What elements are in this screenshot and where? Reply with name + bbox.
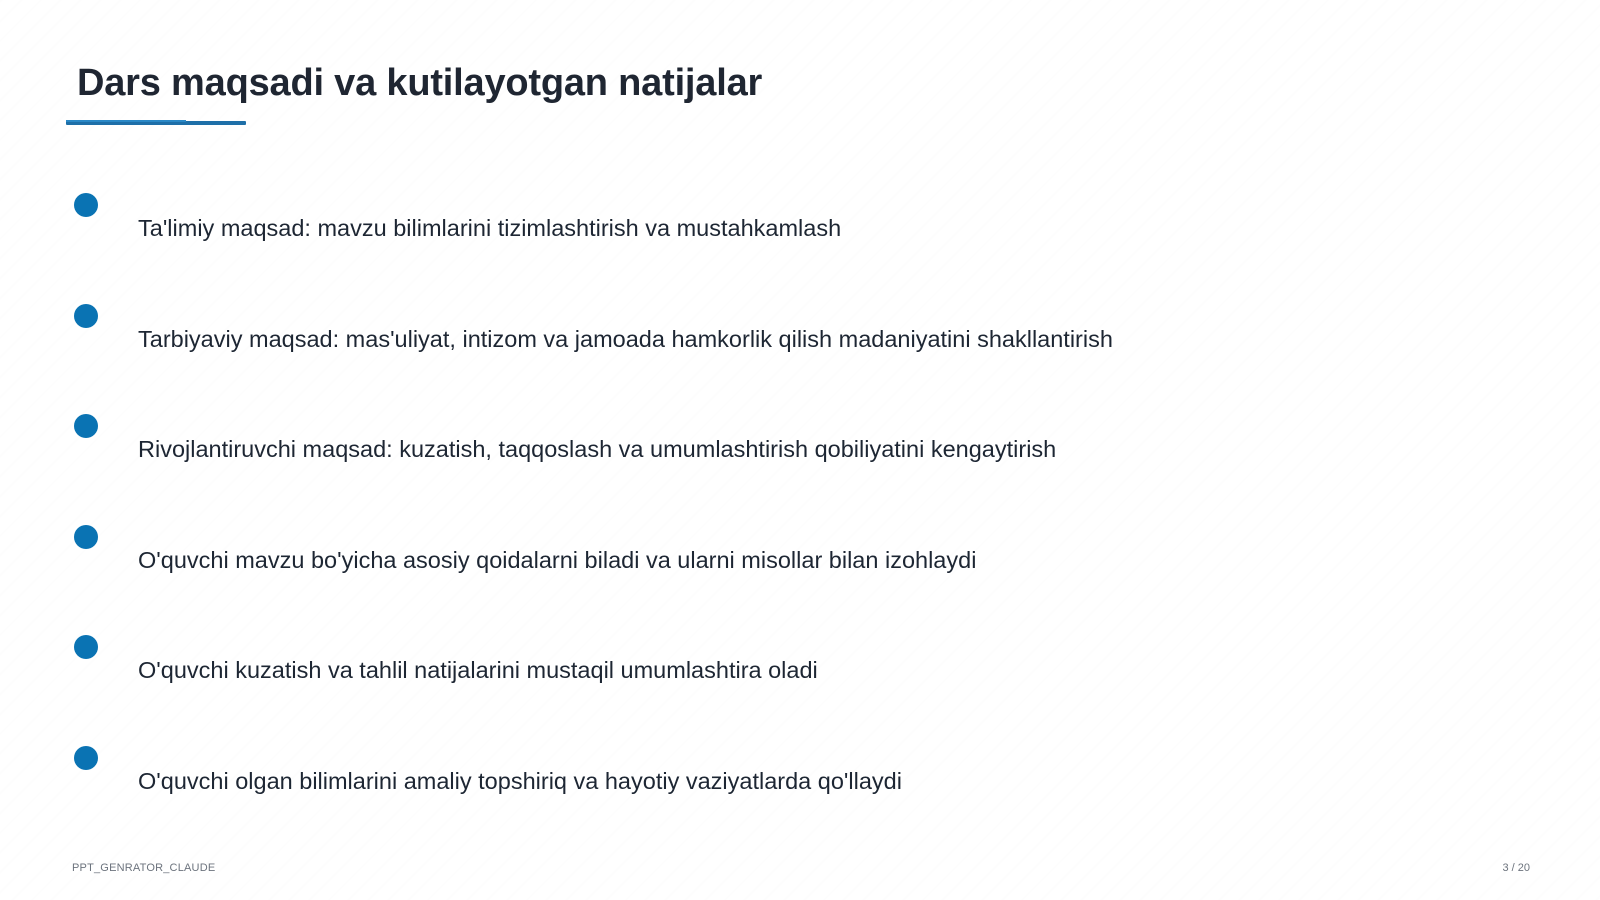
bullet-item bbox=[0, 525, 1600, 585]
bullet-dot-icon bbox=[74, 414, 98, 438]
bullet-text: O'quvchi kuzatish va tahlil natijalarini mustaqil umumlashtira oladi bbox=[138, 657, 818, 683]
bullet-dot-icon bbox=[74, 304, 98, 328]
bullet-item bbox=[0, 304, 1600, 364]
bullet-text: Rivojlantiruvchi maqsad: kuzatish, taqqoslash va umumlashtirish qobiliyatini kengaytirish bbox=[138, 436, 1057, 462]
bullet-dot-icon bbox=[74, 525, 98, 549]
bullet-dot-icon bbox=[74, 746, 98, 770]
bullet-text: Tarbiyaviy maqsad: mas'uliyat, intizom va jamoada hamkorlik qilish madaniyatini shakllantirish bbox=[138, 326, 1113, 352]
bullet-item bbox=[0, 193, 1600, 253]
bullet-item bbox=[0, 746, 1600, 806]
bullet-item bbox=[0, 635, 1600, 695]
bullet-text: Ta'limiy maqsad: mavzu bilimlarini tizimlashtirish va mustahkamlash bbox=[138, 215, 842, 241]
footer-generator-label: PPT_GENRATOR_CLAUDE bbox=[72, 862, 216, 874]
slide-title: Dars maqsadi va kutilayotgan natijalar bbox=[77, 62, 763, 104]
bullet-text: O'quvchi olgan bilimlarini amaliy topshiriq va hayotiy vaziyatlarda qo'llaydi bbox=[138, 768, 902, 794]
bullet-text: O'quvchi mavzu bo'yicha asosiy qoidalarni biladi va ularni misollar bilan izohlaydi bbox=[138, 547, 977, 573]
bullet-dot-icon bbox=[74, 193, 98, 217]
bullet-dot-icon bbox=[74, 635, 98, 659]
bullet-item bbox=[0, 414, 1600, 474]
page-indicator: 3 / 20 bbox=[1502, 862, 1530, 874]
